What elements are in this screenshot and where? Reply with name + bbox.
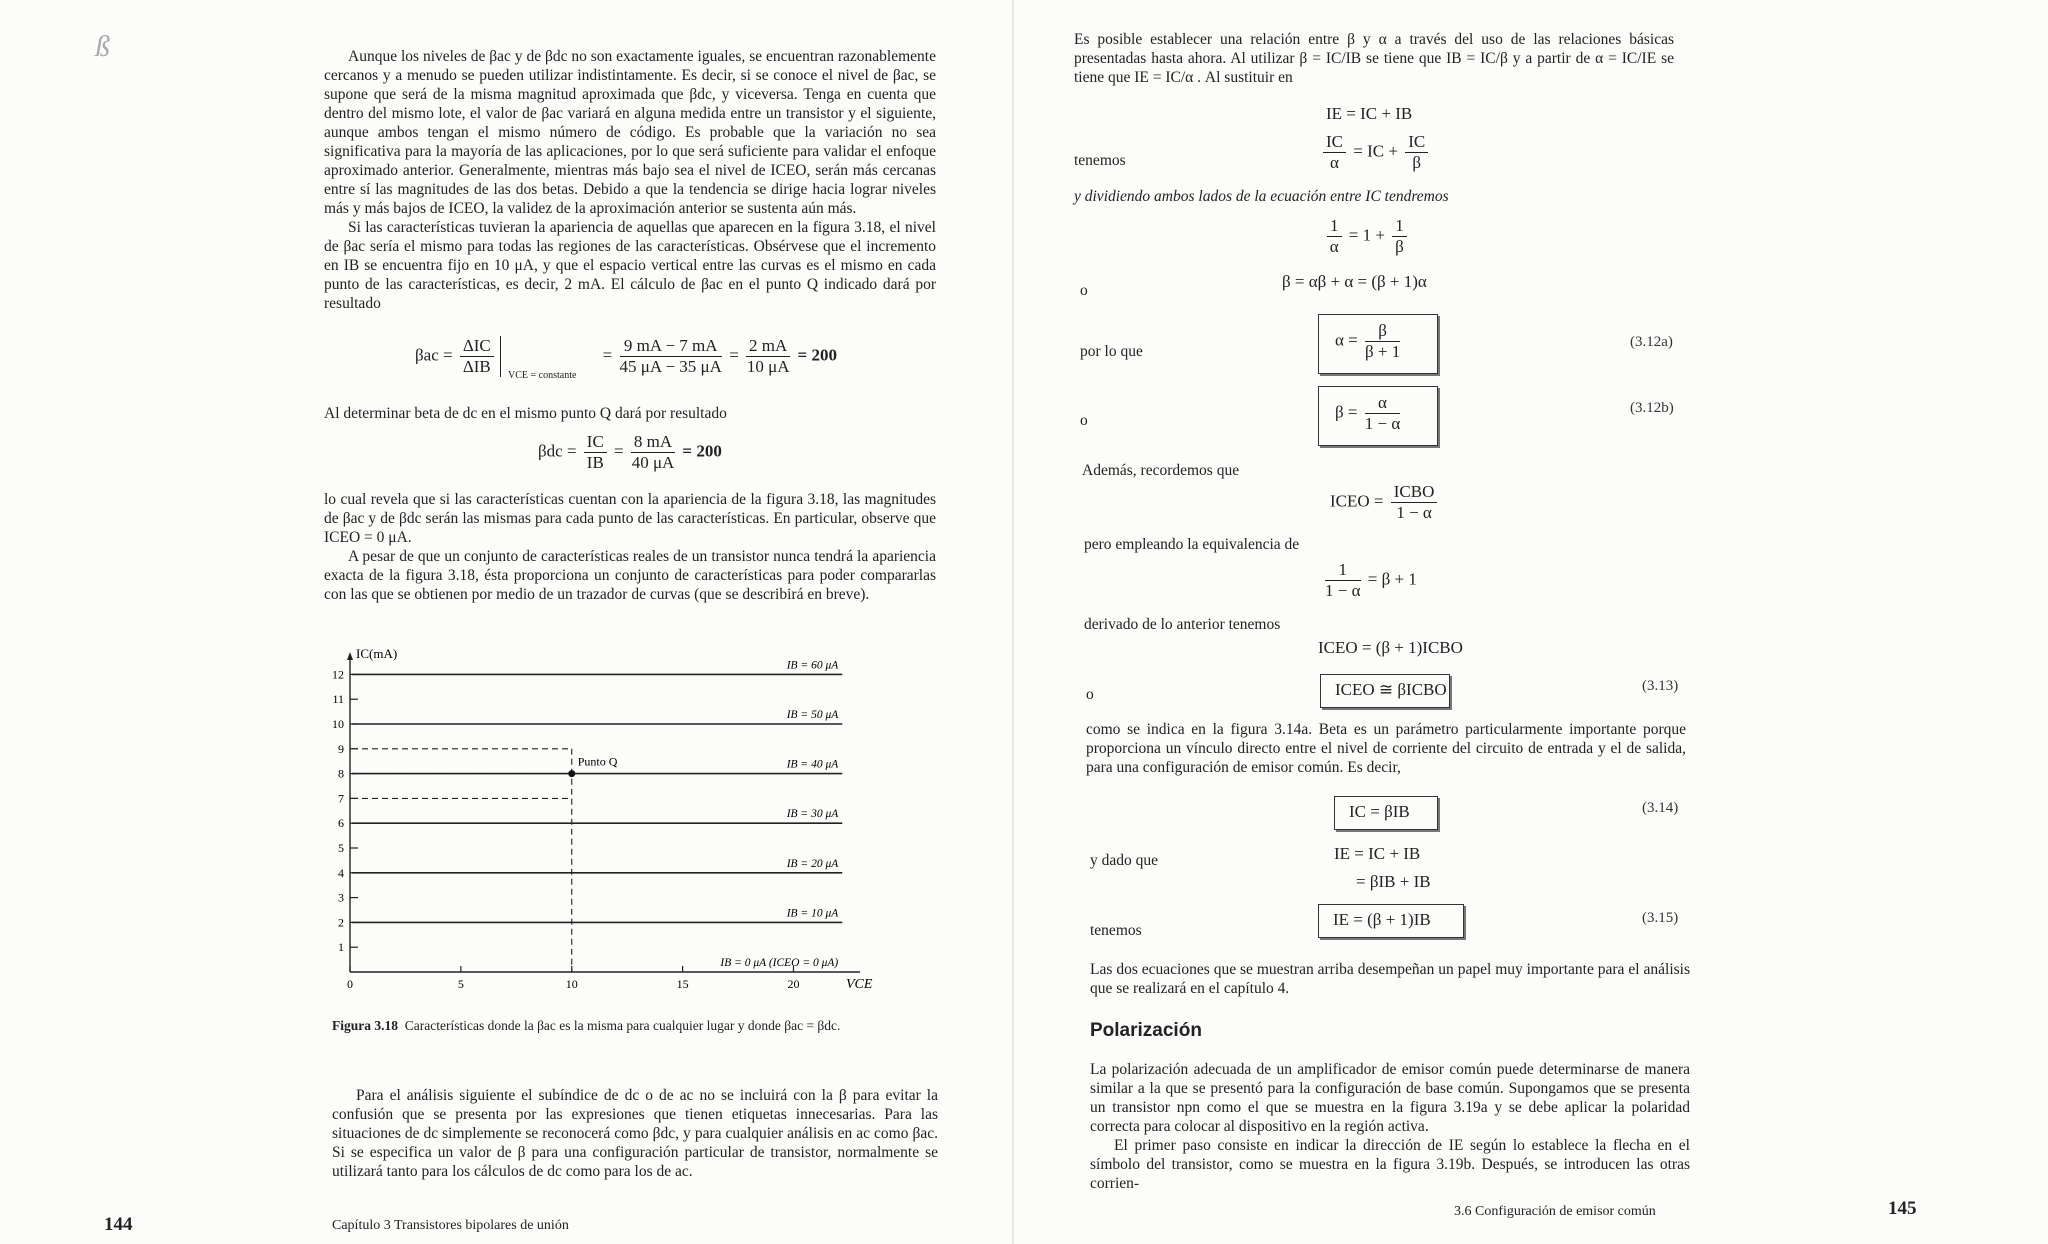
x-tick-label: 0	[347, 977, 353, 991]
left-paragraph-4: lo cual revela que si las características cuentan con la apariencia de la figura 3.18, las magnitudes de βac y de βdc serán las mismas para cada punto de las características. En particular, observe que ICEO = 0 μA. A pesar de que un conjunto de características reales de un transistor nunca tendrá la apariencia exacta de la figura 3.18, ésta proporciona un conjunto de características para poder compararlas con las que se obtienen por medio de un trazador de curvas (que se describirá en breve).	[324, 491, 936, 603]
y-tick-label: 6	[338, 816, 344, 831]
y-tick-label: 4	[338, 865, 344, 880]
equation-beta-ac: βac = $\frac{\text{ΔIC}}{\text{ΔIB}}$ $_{VCE = constante}$ = $\frac{9 mA - 7 mA}{45 \mu A - 35 \mu A}$ = $\frac{2 mA}{10 \mu A}$ = 200	[415, 336, 837, 382]
left-paragraph-2: Si las características tuvieran la apariencia de aquellas que aparecen en la figura 3.18, el nivel de βac sería el mismo para todas las regiones de las características. Obsérvese que el incremento en IB se encuentra fijo en 10 μA, y que el espacio vertical entre las curvas es el mismo en cada punto de las características, es decir, 2 mA. El cálculo de βac en el punto Q indicado dará por resultado	[324, 219, 936, 312]
label-pero: pero empleando la equivalencia de	[1084, 536, 1300, 553]
y-tick-label: 10	[332, 717, 344, 731]
ib-curve-label: IB = 10 μA	[786, 907, 839, 920]
equation-beta-dc: βdc = $\frac{IC}{IB}$ = $\frac{8 mA}{40 \mu A}$ = 200	[538, 432, 722, 472]
equation-3-14: IC = βIB	[1334, 796, 1438, 830]
right-paragraph-beta: como se indica en la figura 3.14a. Beta es un parámetro particularmente importante porque proporciona un vínculo directo entre el nivel de corriente del circuito de entrada y el de salida, para una configuración de emisor común. Es decir,	[1086, 721, 1686, 776]
equation-ic-alpha: $\frac{IC}{\alpha}$ = IC + $\frac{IC}{\beta}$	[1320, 132, 1431, 173]
x-tick-label: 10	[565, 977, 578, 991]
y-tick-label: 12	[332, 667, 344, 682]
y-tick-label: 3	[338, 890, 344, 905]
x-axis-label: VCE	[846, 977, 873, 992]
right-intro: Es posible establecer una relación entre β y α a través del uso de las relaciones básicas presentadas hasta ahora. Al utilizar β = IC/IB se tiene que IB = IC/β y a partir de α = IC/IE se tiene que IE = IC/α . Al sustituir en	[1074, 31, 1674, 86]
right-paragraph-dos: Las dos ecuaciones que se muestran arriba desempeñan un papel muy importante para el análisis que se realizará en el capítulo 4.	[1090, 961, 1690, 997]
equation-number-3-13: (3.13)	[1642, 678, 1679, 694]
ib-curve-label: IB = 60 μA	[786, 659, 839, 672]
y-axis-arrow	[347, 652, 353, 660]
equation-iceo-2: ICEO = (β + 1)ICBO	[1318, 638, 1463, 657]
label-o-3: o	[1086, 686, 1094, 703]
section-heading-polarizacion: Polarización	[1090, 1020, 1202, 1041]
y-tick-label: 5	[338, 841, 344, 855]
book-spine	[1012, 0, 1014, 1244]
equation-ie-2a: IE = IC + IB	[1334, 844, 1421, 863]
label-dividiendo: y dividiendo ambos lados de la ecuación entre IC tendremos	[1074, 188, 1449, 205]
left-paragraph-1: Aunque los niveles de βac y de βdc no son exactamente iguales, se encuentran razonablemente cercanos y a menudo se pueden utilizar indistintamente. Es decir, si se conoce el nivel de βac, se supone que será de la misma magnitud aproximada que βdc, y viceversa. Tenga en cuenta que dentro del mismo lote, el valor de βac variará en alguna medida entre un transistor y el siguiente, aunque ambos tengan el mismo número de código. Es probable que la variación no sea significativa para la mayoría de las aplicaciones, por lo que será suficiente para validar el enfoque aproximado anterior. Generalmente, mientras más bajo sea el nivel de ICEO, serán más cercanas entre sí las magnitudes de las dos betas. Debido a que la tendencia se dirige hacia lograr niveles más y más bajos de ICEO, la validez de la aproximación anterior se sustenta aún más. Si las características tuvieran la apariencia de aquellas que aparecen en la figura 3.18, el nivel de βac sería el mismo para todas las regiones de las características. Obsérvese que el incremento en IB se encuentra fijo en 10 μA, y que el espacio vertical entre las curvas es el mismo en cada punto de las características, es decir, 2 mA. El cálculo de βac en el punto Q indicado dará por resultado	[324, 48, 936, 312]
label-tenemos-2: tenemos	[1090, 922, 1142, 939]
y-tick-label: 8	[338, 766, 344, 781]
equation-number-3-15: (3.15)	[1642, 910, 1679, 926]
ib-curve-label: IB = 30 μA	[786, 808, 839, 821]
left-footer: Capítulo 3 Transistores bipolares de unión	[332, 1218, 569, 1233]
label-y-dado: y dado que	[1090, 852, 1159, 869]
label-o-2: o	[1080, 412, 1088, 429]
equation-3-15: IE = (β + 1)IB	[1318, 904, 1464, 938]
figure-caption: Figura 3.18 Características donde la βac es la misma para cualquier lugar y donde βac = βdc.	[332, 1018, 841, 1033]
right-footer: 3.6 Configuración de emisor común	[1454, 1204, 1656, 1219]
ib-curve-label: IB = 50 μA	[786, 709, 839, 721]
right-paragraph-polarizacion: La polarización adecuada de un amplificador de emisor común puede determinarse de manera similar a la que se presentó para la configuración de base común. Supongamos que se presenta un transistor npn como el que se muestra en la figura 3.19a y se debe aplicar la polaridad correcta para colocar al dispositivo en la región activa. El primer paso consiste en indicar la dirección de IE según lo establece la flecha en el símbolo del transistor, como se muestra en la figura 3.19b. Después, se introducen las otras corrien-	[1090, 1061, 1690, 1192]
label-ademas: Además, recordemos que	[1082, 462, 1240, 479]
label-tenemos-1: tenemos	[1074, 152, 1126, 169]
equation-number-3-14: (3.14)	[1642, 800, 1679, 816]
equation-3-13: ICEO ≅ βICBO	[1320, 674, 1450, 708]
equation-equivalence: $\frac{1}{1 - \alpha}$ = β + 1	[1325, 560, 1417, 600]
ib-curve-label: IB = 20 μA	[786, 857, 839, 870]
figure-3-18-chart	[320, 640, 880, 1000]
y-axis-label: IC(mA)	[356, 646, 398, 661]
equation-number-3-12a: (3.12a)	[1630, 334, 1673, 350]
ib-curve-label: IB = 40 μA	[786, 758, 839, 771]
margin-mark: ß	[95, 30, 110, 63]
left-page-number: 144	[104, 1214, 133, 1235]
label-o-1: o	[1080, 282, 1088, 299]
x-tick-label: 5	[457, 977, 464, 991]
y-tick-label: 9	[338, 741, 344, 756]
left-paragraph-6: Para el análisis siguiente el subíndice de dc o de ac no se incluirá con la β para evitar la confusión que se presenta por las expresiones que tienen etiquetas innecesarias. Para las situaciones de dc simplemente se reconocerá como βdc, y para cualquier análisis en ac como βac. Si se especifica un valor de β para una configuración particular de transistor, normalmente se utilizará tanto para los cálculos de dc como para los de ac.	[332, 1087, 938, 1180]
left-paragraph-3: Al determinar beta de dc en el mismo punto Q dará por resultado	[324, 405, 727, 422]
right-page-number: 145	[1888, 1198, 1917, 1219]
equation-iceo: ICEO = $\frac{\text{ICBO}}{1 - \alpha}$	[1330, 482, 1440, 523]
equation-3-12a: α = $\frac{\beta}{\beta + 1}$	[1318, 314, 1438, 374]
equation-number-3-12b: (3.12b)	[1630, 400, 1674, 416]
right-paragraph-polarizacion-2: El primer paso consiste en indicar la dirección de IE según lo establece la flecha en el símbolo del transistor, como se muestra en la figura 3.19b. Después, se introducen las otras corrien-	[1090, 1137, 1690, 1192]
x-tick-label: 15	[676, 977, 689, 991]
y-tick-label: 7	[338, 791, 344, 806]
q-point-marker	[568, 770, 575, 777]
y-tick-label: 1	[338, 940, 344, 955]
label-derivado: derivado de lo anterior tenemos	[1084, 616, 1281, 633]
equation-one-over-alpha: $\frac{1}{\alpha}$ = 1 + $\frac{1}{\beta}$	[1324, 216, 1410, 257]
left-paragraph-5: A pesar de que un conjunto de características reales de un transistor nunca tendrá la apariencia exacta de la figura 3.18, ésta proporciona un conjunto de características para poder compararlas con las que se obtienen por medio de un trazador de curvas (que se describirá en breve).	[324, 548, 936, 603]
y-tick-label: 11	[332, 692, 344, 707]
y-tick-label: 2	[338, 915, 344, 930]
equation-3-12b: β = $\frac{\alpha}{1 - \alpha}$	[1318, 386, 1438, 446]
label-por-lo-que: por lo que	[1080, 343, 1143, 360]
ib-curve-label: IB = 0 μA (ICEO = 0 μA)	[720, 957, 839, 969]
equation-beta-alpha: β = αβ + α = (β + 1)α	[1282, 272, 1427, 291]
q-point-label: Punto Q	[577, 754, 618, 769]
equation-ie: IE = IC + IB	[1326, 104, 1413, 123]
x-tick-label: 20	[787, 977, 800, 991]
equation-ie-2b: = βIB + IB	[1356, 872, 1431, 891]
